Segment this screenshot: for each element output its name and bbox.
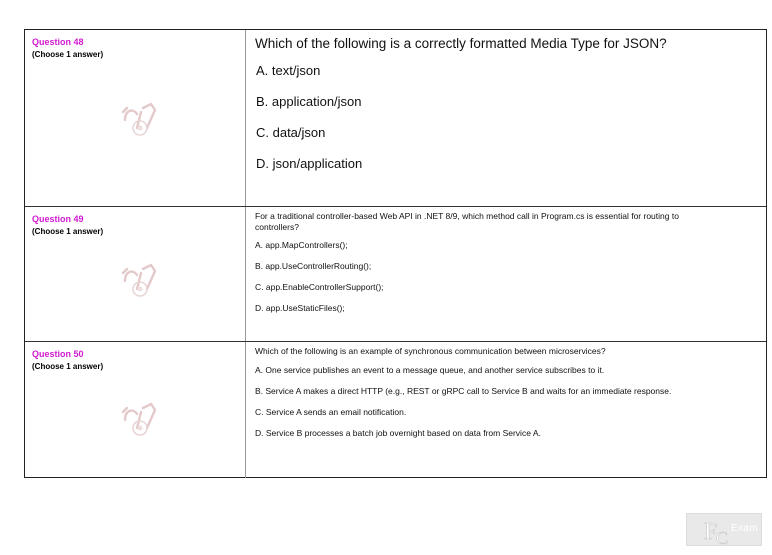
footer-logo <box>686 513 762 546</box>
answer-option-c[interactable]: C. Service A sends an email notification. <box>255 406 407 417</box>
question-table <box>24 29 767 478</box>
svg-text:F: F <box>704 519 718 545</box>
question-row-49 <box>25 206 766 341</box>
answer-option-b[interactable]: B. Service A makes a direct HTTP (e.g., REST or gRPC call to Service B and waits for an immediate response. <box>255 385 672 396</box>
answer-option-d[interactable]: D. app.UseStaticFiles(); <box>255 303 345 313</box>
answer-hint: (Choose 1 answer) <box>32 50 104 59</box>
question-meta-cell <box>25 342 246 478</box>
question-row-48 <box>25 30 766 206</box>
question-number: Question 49 <box>32 214 84 224</box>
answer-option-b[interactable]: B. application/json <box>256 94 362 109</box>
question-number: Question 48 <box>32 37 84 47</box>
answer-option-b[interactable]: B. app.UseControllerRouting(); <box>255 261 372 271</box>
question-text: Which of the following is an example of synchronous communication between microservices? <box>255 346 606 356</box>
answer-option-a[interactable]: A. text/json <box>256 63 321 78</box>
question-content-cell <box>246 342 766 478</box>
answer-option-d[interactable]: D. json/application <box>256 156 363 171</box>
watermark-icon <box>119 98 161 138</box>
answer-option-c[interactable]: C. app.EnableControllerSupport(); <box>255 282 384 292</box>
answer-option-d[interactable]: D. Service B processes a batch job overnight based on data from Service A. <box>255 427 541 438</box>
watermark-icon <box>119 398 161 438</box>
question-row-50 <box>25 341 766 478</box>
answer-option-a[interactable]: A. app.MapControllers(); <box>255 240 348 250</box>
answer-option-c[interactable]: C. data/json <box>256 125 326 140</box>
answer-option-a[interactable]: A. One service publishes an event to a message queue, and another service subscribes to it. <box>255 364 605 375</box>
question-text: For a traditional controller-based Web API in .NET 8/9, which method call in Program.cs is essential for routing to controllers? <box>255 211 679 232</box>
question-text: Which of the following is a correctly formatted Media Type for JSON? <box>255 36 667 51</box>
watermark-icon <box>119 259 161 299</box>
svg-text:C: C <box>716 528 729 547</box>
answer-hint: (Choose 1 answer) <box>32 362 104 371</box>
question-meta-cell <box>25 207 246 341</box>
answer-hint: (Choose 1 answer) <box>32 227 104 236</box>
logo-text: Exam <box>731 523 758 534</box>
question-number: Question 50 <box>32 349 84 359</box>
question-meta-cell <box>25 30 246 206</box>
question-content-cell <box>246 207 766 341</box>
question-content-cell <box>246 30 766 206</box>
